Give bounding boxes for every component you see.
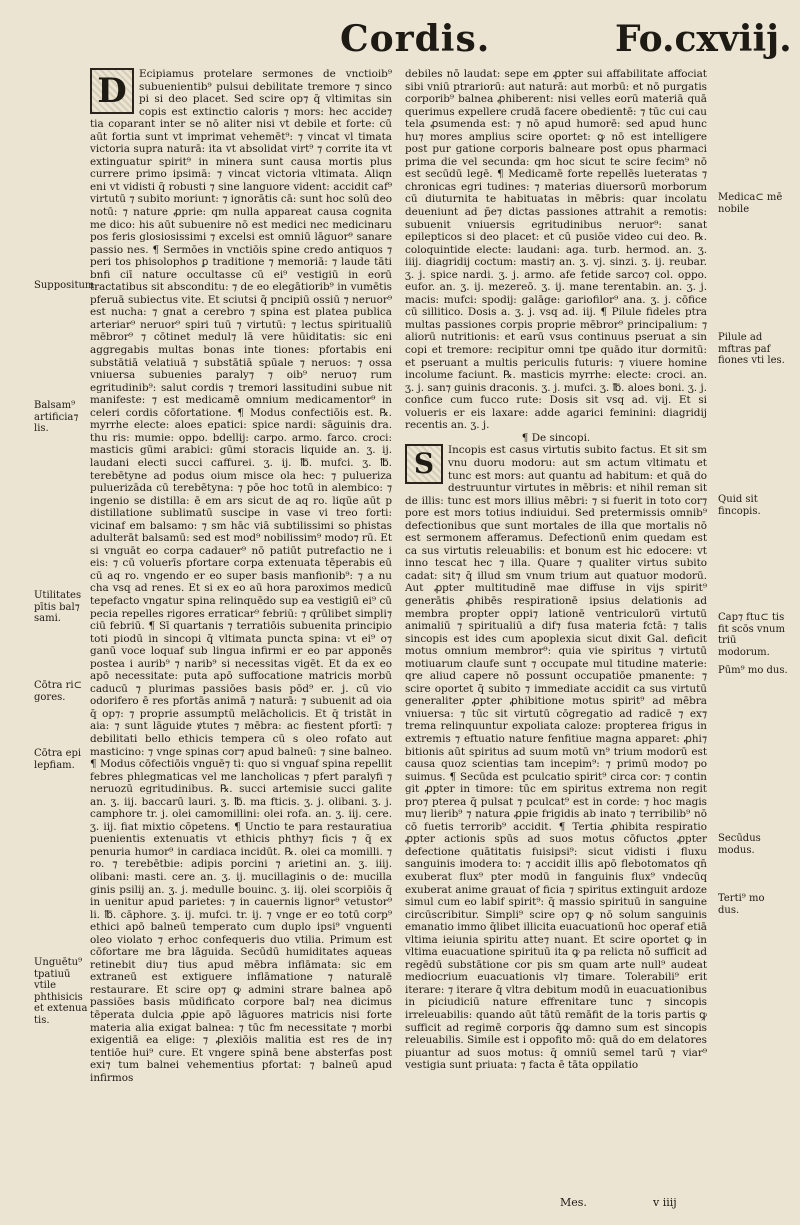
right-column-paragraph-sincope: Incopis est casus virtutis subito factus. Et sit sm vnu duoru modoru: aut sm actum vltimatu et tunc est mors: aut quantu ad habitum: et quā do destruuntur virtutes in mēbris: et nihil reman sit de illis: tunc est mors illius mēbri: ⁊ si fuerit in toto cor⁊ pore est mors totius indiuidui. Sed pretermissis omnib⁹ defectionibus que sunt mortales de illa que mortalis nō est sermonem afferamus. Defectionū enim quedam est ca sus virtutis releuabilis: et bonum est hic edocere: vt inno tescat hec ⁊ illa. Quare ⁊ qualiter virtus subito cadat: sit⁊ q̄ illud sm vnum trium aut quatuor modorū. Aut ꝓpter multitudinē mae diffuse in vijs spirit⁹ generātis ꝓhibēs respirationē ipsius delationis ad membra propter oppi⁊ lationē ventriculorū virtutū animaliū ⁊ spiritualiū a dif⁊ fusa materia fctā: ⁊ talis sincopis est ides cum apoplexia sicut dixit Gal. deficit motus omnium membror⁹: quia vie spiritus ⁊ virtutū motiuarum claufe sunt ⁊ occupate mul titudine materie: qre aliud capere nō possunt occupatiōe pmanente: ⁊ scire oportet q̄ subito ⁊ immediate accidit ca sus virtutū generaliter ꝓpter ꝓhibitione motus spirit⁹ ad mēbra vniuersa: ⁊ tūc sit virtutū cōgregatio ad radicē ⁊ ex⁊ trema relinquuntur expoliata caloze: propterea frigus in extremis ⁊ eftuatio nature fenfitiue magna apparet: ꝓhi⁊ bitionis aūt spiritus ad suum motū vn⁹ trium modorū est causa quoz scientias tam incepim⁹: ⁊ primū modo⁊ po suimus. ¶ Secūda est pculcatio spirit⁹ circa cor: ⁊ contin git ꝓpter in timore: tūc em spiritus extrema non regit pro⁊ pterea q̄ pulsat ⁊ pculcat⁹ est in corde: ⁊ hoc magis mu⁊ lierib⁹ ⁊ natura ꝓpie frigidis ab inato ⁊ terribilib⁹ nō cō fuetis terrorib⁹ accidit. ¶ Tertia ꝓhibita respiratio ꝓpter actionis spūs ad suos motus cōfuctos ꝓpter defectione quātitatis fuisipsi⁹: sicut vidisti i fluxu sanguinis imodera to: ⁊ accidit illis apō flebotomatos qn̄ exuberat flux⁹ pter modū in fanguinis flux⁹ vndecūq exuberat anime grauat of ficia ⁊ spiritus extinguit ardoze simul cum eo labif spirit⁹: q̄ massio spirituū in sanguine circūscribitur. Simpli⁹ scire op⁊ ꝙ nō solum sanguinis emanatio immo q̄libet illicita euacuationū hoc operaf etiā vltima ieiunia spiritu atte⁊ nuant. Et scire oportet ꝙ in vltima euacuatione spirituū ita ꝙ pa relicta nō sufficit ad regēdū substātione cor pis sm quam arte null⁹ audeat mediocrium euacuationis vl⁊ timare. Tolerabili⁹ erit iterare: ⁊ iterare q̄ vltra debitum modū in euacuationibus in piciudiciū nature effrenitare tunc ⁊ sincopis irreleuabilis: quando aūt tātū remāfit de la toris partis ꝙ sufficit ad regimē corporis q̄ꝙ damno sum est sincopis releuabilis. Simile est i oppofito mō: quā do em delatores piuantur ad suos motus: q̄ omniū semel tarū ⁊ viar⁹ vestigia sunt priuata: ⁊ facta ē tāta oppilatio	[405, 444, 707, 1072]
catchword: v iiij	[653, 1196, 677, 1209]
margin-note: Pūm⁹ mo dus.	[718, 665, 788, 676]
margin-note: Balsam⁹ artificia⁊ lis.	[34, 400, 79, 434]
margin-note: Unguētu⁹ tpatiuū vtile phthisicis et extenua tis.	[34, 957, 88, 1026]
margin-note: Medica⊂ mē nobile	[718, 192, 783, 215]
margin-note: Suppositum.	[34, 280, 98, 291]
left-column-paragraph: Ecipiamus protelare sermones de vnctioib⁹ subuenientib⁹ pulsui debilitate tremore ⁊ sinco pi si deo placet. Sed scire op⁊ q̄ vltimitas sin copis est extinctio caloris ⁊ mors: hec accide⁊ tia coparant inter se nō aliter nisi vt debile et forte: cū aūt fortia sunt vt imprimat vehemēt⁹: ⁊ vincat vl timata victoria supra naturā: ita vt absolidat virt⁹ ⁊ corrite ita vt extinguatur spirit⁹ in minera sunt causa mortis plus currere primo ipsimā: ⁊ vincat victoria vltimata. Aliqn eni vt vidisti q̄ robusti ⁊ sine languore vident: accidit caf⁹ virtutū ⁊ subito moriunt: ⁊ ignorātis cā: sunt hoc solū deo notū: ⁊ nature ꝓprie: qm nulla appareat causa cognita me dico: his aūt subuenire nō est medici nec medicinaru pos feris glosiosissimi ⁊ excelsi est omniū lāguor⁹ sanare passio nes. ¶ Sermōes in vnctiōis spine credo antiquos ⁊ peri tos phisolophos ꝑ traditione ⁊ memoriā: ⁊ laude tāti bnfi ciī nature occultasse cū ei⁹ vestigiū in eorū tractatibus sit absconditu: ⁊ de eo elegātiorib⁹ in vumētis pferuā subiectus vite. Et sciutsi q̄ pncipiū ossiū ⁊ neruor⁹ est nucha: ⁊ gnat a cerebro ⁊ spina est platea publica arteriar⁹ neruor⁹ spiri tuū ⁊ virtutū: ⁊ lectus spiritualiū mēbror⁹ ⁊ cōtinet medul⁊ lā vere hūiditatis: sic eni aggregabis multas bonas inte tiones: pfortabis eni substātiā velatiuā ⁊ substātiā spūale ⁊ neruos: ⁊ ossa vniuersa subuenies paraly⁊ ⁊ oib⁹ neruo⁊ rum egritudinib⁹: salut cordis ⁊ tremori lassitudini subue nit manifeste: ⁊ est medicamē omnium medicamentor⁹ in celeri cordis cōfortatione. ¶ Modus confectiōis est. ℞. myrrhe electe: aloes epatici: spice nardi: sāguinis dra. thu ris: mumie: oppo. bdellij: carpo. armo. farco. croci: masticis gūmi arabici: gūmi storacis liquide an. ʒ. ij. laudani electi succi caffurei. ʒ. ij. ℔. mufci. ʒ. ℔. terebētyne ad podus oium misce ola hec: ⁊ pulueriza puluerizāda cū terebētyna: ⁊ pōe hoc totū in alembico: ⁊ ingenio se distilla: ē em ars sicut de aq ro. liqūe aūt p distillatione sublimatū suscipe in vase vi treo forti: vicinaf em balsamo: ⁊ sm hāc viā subtilissimi so phistas adulterāt balsamū: sed est mod⁹ nobilissim⁹ modo⁊ rū. Et si vnguāt eo corpa cadauer⁹ nō patiūt putrefactio ne i eis: ⁊ cū voluerīs pfortare corpa extenuata tēperabis eū cū aq ro. vngendo er eo super basis manfionib⁹: ⁊ a nu cha vsq ad renes. Et si ex eo aū hora paroximos medicū tepefacto vngatur spina relinquēdo sup ea vestigiū ei⁹ cū pecia repelles rigores erraticar⁹ febriū: ⁊ qrūlibet simpli⁊ ciū febriū. ¶ Sī quartanis ⁊ terratiōis subuenita principio toti piodū in sincopi q̄ vltimata puncta spina: vt ei⁹ o⁊ ganū voce loquaf sub lingua infirmi er eo par apponēs postea i aurib⁹ ⁊ narib⁹ si necessitas vigēt. Et da ex eo apō necessitate: puta apō suffocatione matricis morbū caducū ⁊ plurimas passiōes basis pōd⁹ er. j. cū vio odorifero ē res pfortās animā ⁊ naturā: ⁊ subuenit ad oia q̄ op⁊: ⁊ proprie assumptū melācholicis. Et q̄ tristāt in aia: ⁊ sunt lāguide ꝟtutes ⁊ mēbra: ac fiestent pfortī: ⁊ debilitati bello ethicis tempera cū s oleo rofato aut masticino: ⁊ vnge spinas cor⁊ apud balneū: ⁊ sine balneo. ¶ Modus cōfectiōis vnguē⁊ ti: quo si vnguaf spina repellit febres phlegmaticas vel me lancholicas ⁊ pfert paralyfi ⁊ neruozū egritudinibus. ℞. succi artemisie succi galite an. ʒ. iij. baccarū lauri. ʒ. ℔. ma fticis. ʒ. j. olibani. ʒ. j. camphore tr. j. olei camomillini: olei rofa. an. ʒ. iij. cere. ʒ. iij. fiat mixtio cōpetens. ¶ Unctio te para restauratiua puenientis extenuatis vt ethicis phthy⁊ ficis ⁊ q̄ ex penuria humor⁹ in cardiaca incidūt. ℞. olei ca momilli. ⁊ ro. ⁊ terebētbie: adipis porcini ⁊ arietini an. ʒ. iiij. olibani: masti. cere an. ʒ. ij. mucillaginis o de: mucilla ginis psilij an. ʒ. j. medulle bouinc. ʒ. iij. olei scorpiōis q̄ in uenitur apud parietes: ⁊ in cauernis lignor⁹ vetustor⁹ li. ℔. cāphore. ʒ. ij. mufci. tr. ij. ⁊ vnge er eo totū corp⁹ ethici apō balneū temperato cum duplo ipsi⁹ vnguenti oleo violato ⁊ erhoc confequeris duo vtilia. Primum est cōfortare me bra lāguida. Secūdū humiditates aqueas retinebit diu⁊ tius apud mēbra inflāmata: sic em extraneū est extiguere inflāmatione ⁊ naturalē restaurare. Et scire op⁊ ꝙ admini strare balnea apō passiōes basis mūdificato corpore bal⁊ nea dicimus tēperata dulcia ꝓpie apō lāguores matricis nisi forte materia alia exigat balnea: ⁊ tūc fm necessitate ⁊ morbi exigentiā ea elige: ⁊ ꝓlexiōis malitia est res de in⁊ tentiōe hui⁹ cure. Et vngere spinā bene absterfas post exi⁊ tum balnei vehementius pfortat: ⁊ balneū apud infirmos	[90, 68, 393, 1084]
margin-note: Quid sit fincopis.	[718, 494, 761, 517]
margin-note: Secūdus modus.	[718, 833, 761, 856]
running-title: Cordis.	[340, 18, 491, 60]
margin-note: Cap⁊ ftu⊂ tis fit scōs vnum triū modorum.	[718, 612, 785, 658]
margin-note: Cōtra epi lepfiam.	[34, 748, 82, 771]
page-header	[0, 10, 800, 60]
decorated-initial-s: S	[405, 444, 443, 484]
margin-note: Cōtra ri⊂ gores.	[34, 680, 82, 703]
right-text-column	[405, 68, 707, 1072]
margin-note: Utilitates pītis bal⁊ sami.	[34, 590, 82, 624]
right-column-paragraph: debiles nō laudat: sepe em ꝓpter sui affabilitate affociat sibi vniū ptrariorū: aut naturā: aut morbū: et nō purgatis corporib⁹ balnea ꝓhiberent: nisi velles eorū materiā quā querimus expellere crudā facere obedientē: ⁊ tūc cui cau tela ꝓsumenda est: ⁊ nō apud humorē: sed apud hunc hu⁊ mores amplius scire oportet: ꝙ nō est intelligere post pur gatione corporis balneare post opus pharmaci prima die vel secunda: qm hoc sicut te scire fecim⁹ nō est secūdū legē. ¶ Medicamē forte repellēs lueteratas ⁊ chronicas egri tudines: ⁊ materias diuersorū morborum cū diuturnita te habituatas in mēbris: quar incolatu deueniunt ad p̄e⁊ dictas passiones attrahit a remotis: subuenit vniuersis egritudinibus neruor⁹: sanat epilepticos si deo placet: et cū pusiōe video cui deo. ℞. coloquintide electe: laudani: aga. turb. hermod. an. ʒ. iiij. diagridij coctum: masti⁊ an. ʒ. vj. sinzi. ʒ. ij. reubar. ʒ. j. spice nardi. ʒ. j. armo. afe fetide sarco⁊ col. oppo. eufor. an. ʒ. ij. mezereō. ʒ. ij. mane terentabin. an. ʒ. j. macis: mufci: spodij: galāge: gariofilor⁹ ana. ʒ. j. cōfice cū sillitico. Dosis a. ʒ. j. vsq ad. iij. ¶ Pilule fideles ptra multas passiones corpis proprie mēbror⁹ principalium: ⁊ aliorū nutritionis: et earū vsus continuus pseruat a sin copi et tremore: recipitur omni tpe quādo itur dormitū: et pseruant a multis periculis futuris: ⁊ viuere homine incolume faciunt. ℞. masticis myrrhe: electe: croci. an. ʒ. j. san⁊ guinis draconis. ʒ. j. mufci. ʒ. ℔. aloes boni. ʒ. j. confice cum fucco rute: Dosis sit vsq ad. vij. Et si volueris er eis laxare: adde agarici feminini: diagridij recentis an. ʒ. j.	[405, 68, 707, 432]
folio-number: Fo.cxviij.	[615, 18, 792, 60]
signature-mark: Mes.	[560, 1196, 587, 1209]
margin-note: Pilule ad mftras paf fiones vti les.	[718, 332, 785, 366]
decorated-initial-d: D	[90, 68, 134, 114]
left-text-column	[90, 68, 392, 1084]
section-heading: ¶ De sincopi.	[521, 431, 591, 444]
margin-note: Terti⁹ mo dus.	[718, 893, 765, 916]
